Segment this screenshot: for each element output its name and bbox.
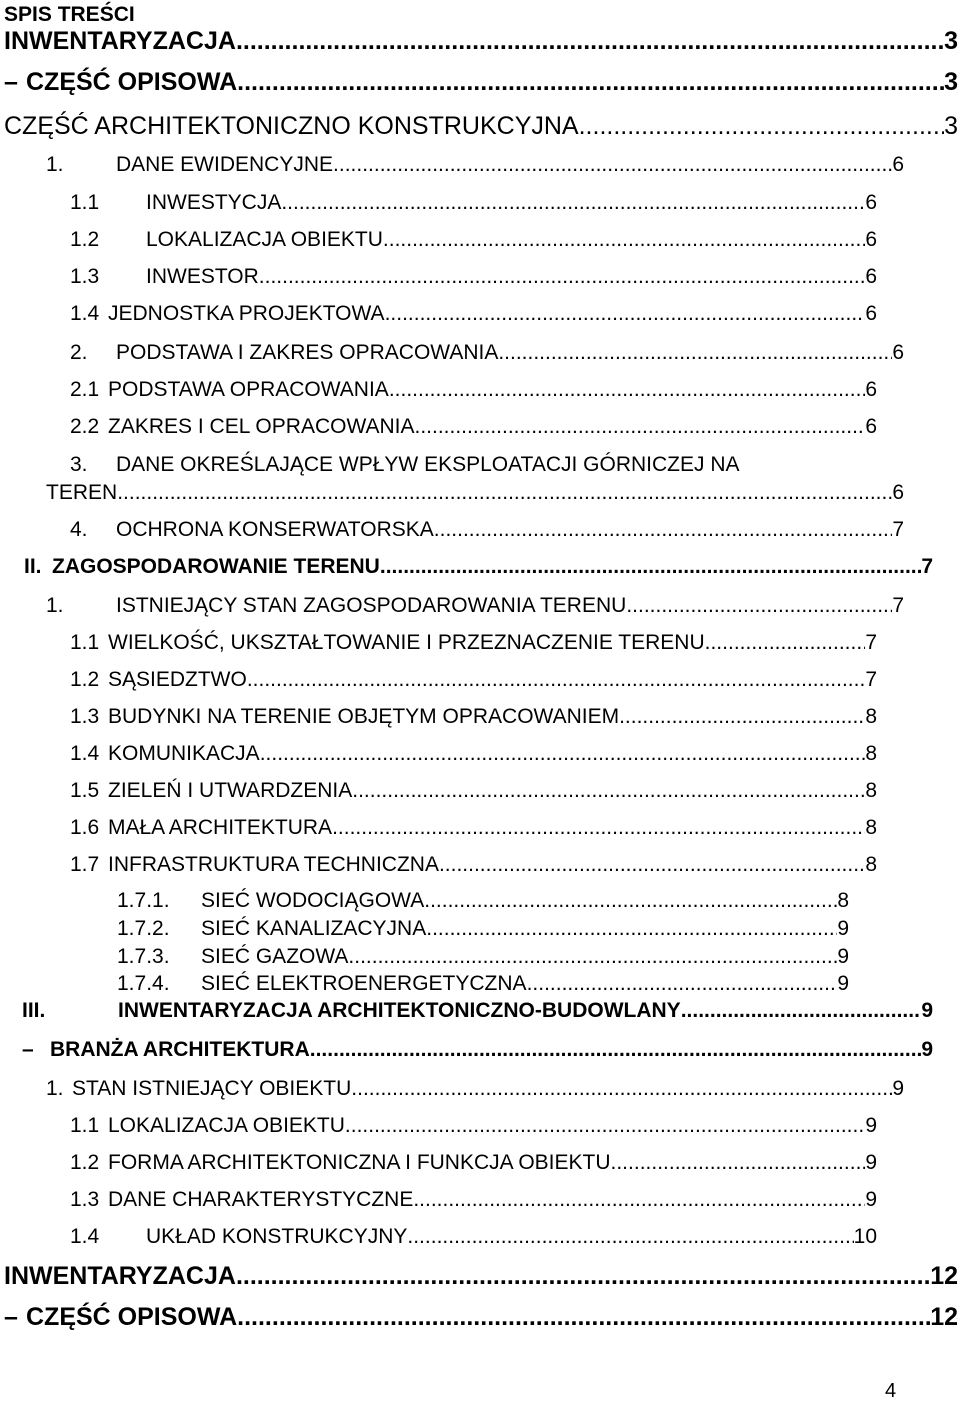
- toc-entry[interactable]: [22, 997, 933, 1025]
- toc-entry-page: 6: [865, 265, 877, 288]
- toc-entry-label: PODSTAWA I ZAKRES OPRACOWANIA: [116, 341, 499, 364]
- toc-entry[interactable]: [46, 592, 904, 620]
- toc-entry-label: OCHRONA KONSERWATORSKA: [116, 518, 434, 541]
- toc-entry-page: 7: [892, 594, 904, 617]
- toc-entry-label: STAN ISTNIEJĄCY OBIEKTU: [72, 1077, 352, 1100]
- toc-entry[interactable]: [70, 376, 877, 404]
- toc-entry-leader: [333, 151, 892, 179]
- toc-entry-number: 1.2: [70, 1151, 100, 1174]
- toc-entry[interactable]: [70, 666, 877, 694]
- toc-entry-page: 8: [837, 889, 849, 912]
- toc-entry[interactable]: [4, 68, 958, 96]
- toc-entry[interactable]: [70, 629, 877, 657]
- toc-entry-leader: [681, 997, 922, 1025]
- toc-entry-label: INWESTYCJA: [146, 191, 282, 214]
- toc-entry[interactable]: [70, 1112, 877, 1140]
- toc-entry[interactable]: [70, 263, 877, 291]
- toc-entry[interactable]: [117, 943, 849, 971]
- toc-entry[interactable]: [70, 226, 877, 254]
- toc-entry-leader: [260, 740, 866, 768]
- toc-entry[interactable]: [70, 777, 877, 805]
- toc-entry-page: 6: [892, 153, 904, 176]
- toc-entry-number: II.: [24, 555, 42, 578]
- toc-entry-label: DANE EWIDENCYJNE: [116, 153, 334, 176]
- toc-entry-number: 1.1: [70, 191, 100, 214]
- toc-entry[interactable]: [4, 1303, 958, 1331]
- toc-entry-label: FORMA ARCHITEKTONICZNA I FUNKCJA OBIEKTU: [108, 1151, 611, 1174]
- toc-entry[interactable]: [70, 851, 877, 879]
- toc-entry-label: LOKALIZACJA OBIEKTU: [146, 228, 383, 251]
- toc-entry-leader: [236, 1262, 930, 1290]
- toc-entry-leader: [385, 300, 866, 328]
- toc-entry-page: 6: [865, 191, 877, 214]
- toc-entry-page: 7: [865, 631, 877, 654]
- toc-entry-page: 9: [865, 1188, 877, 1211]
- toc-entry-dash: –: [22, 1038, 34, 1061]
- toc-entry-number: 1.7.2.: [117, 917, 170, 940]
- toc-entry-number: 1.: [46, 1077, 64, 1100]
- toc-entry-number: 1.: [46, 594, 64, 617]
- toc-entry[interactable]: [70, 516, 904, 544]
- toc-entry-page: 9: [921, 1038, 933, 1061]
- toc-entry-leader: [237, 68, 944, 96]
- toc-entry-number: 1.1: [70, 631, 100, 654]
- toc-entry-leader: [434, 516, 893, 544]
- toc-entry-leader: [389, 376, 866, 404]
- toc-entry-label: SĄSIEDZTWO: [108, 668, 247, 691]
- toc-entry[interactable]: [70, 740, 877, 768]
- toc-entry-leader: [310, 1036, 922, 1064]
- toc-entry-label: CZĘŚĆ OPISOWA: [26, 1303, 238, 1331]
- toc-entry-number: 4.: [70, 518, 88, 541]
- toc-entry-page: 8: [865, 816, 877, 839]
- toc-entry-leader: [424, 887, 837, 915]
- toc-entry[interactable]: [46, 479, 904, 507]
- toc-entry-label: INWESTOR: [146, 265, 259, 288]
- toc-entry-number: 1.4: [70, 302, 100, 325]
- toc-entry-leader: [415, 413, 866, 441]
- toc-entry-number: 1.7.4.: [117, 972, 170, 995]
- toc-entry-page: 3: [944, 68, 958, 96]
- toc-entry-label: BUDYNKI NA TERENIE OBJĘTYM OPRACOWANIEM: [108, 705, 620, 728]
- toc-entry-leader: [611, 1149, 866, 1177]
- toc-entry-label: INFRASTRUKTURA TECHNICZNA: [108, 853, 439, 876]
- toc-entry[interactable]: [70, 413, 877, 441]
- toc-entry-page: 12: [930, 1262, 958, 1290]
- toc-entry-leader: [619, 703, 865, 731]
- toc-entry[interactable]: [70, 339, 904, 367]
- toc-entry[interactable]: [70, 814, 877, 842]
- toc-entry[interactable]: [70, 703, 877, 731]
- toc-entry-page: 6: [892, 481, 904, 504]
- toc-entry-leader: [348, 943, 837, 971]
- toc-entry[interactable]: [117, 970, 849, 998]
- toc-entry-leader: [259, 263, 866, 291]
- toc-entry-page: 10: [853, 1225, 877, 1248]
- toc-entry[interactable]: [4, 27, 958, 55]
- toc-entry-page: 6: [865, 302, 877, 325]
- toc-entry-leader: [498, 339, 892, 367]
- toc-entry-leader: [407, 1223, 853, 1251]
- toc-entry-number: 1.7: [70, 853, 100, 876]
- toc-entry-page: 3: [944, 27, 958, 55]
- toc-entry-label: SIEĆ KANALIZACYJNA: [201, 917, 427, 940]
- toc-entry-number: 1.3: [70, 705, 100, 728]
- toc-entry-leader: [247, 666, 865, 694]
- toc-entry-leader: [527, 970, 838, 998]
- toc-entry-label: PODSTAWA OPRACOWANIA: [108, 378, 389, 401]
- toc-entry-label: ISTNIEJĄCY STAN ZAGOSPODAROWANIA TERENU: [116, 594, 627, 617]
- toc-entry-label: SIEĆ GAZOWA: [201, 945, 349, 968]
- toc-entry-page: 8: [865, 705, 877, 728]
- toc-entry[interactable]: [70, 1223, 877, 1251]
- toc-entry-dash: –: [4, 68, 18, 96]
- toc-entry-label: LOKALIZACJA OBIEKTU: [108, 1114, 345, 1137]
- toc-entry-leader: [380, 553, 921, 581]
- toc-entry-leader: [439, 851, 865, 879]
- toc-entry-label: WIELKOŚĆ, UKSZTAŁTOWANIE I PRZEZNACZENIE TERENU: [108, 631, 705, 654]
- toc-entry-page: 3: [944, 112, 958, 140]
- toc-entry-number: 1.6: [70, 816, 100, 839]
- toc-entry-leader: [351, 1075, 892, 1103]
- toc-entry-number: 3.: [70, 453, 88, 476]
- toc-entry[interactable]: [4, 112, 958, 140]
- toc-entry-page: 9: [837, 917, 849, 940]
- toc-entry[interactable]: [70, 300, 877, 328]
- toc-entry-leader: [236, 27, 944, 55]
- toc-entry[interactable]: [117, 915, 849, 943]
- toc-entry-label: INWENTARYZACJA ARCHITEKTONICZNO-BUDOWLANY: [118, 999, 681, 1022]
- toc-entry-label: SIEĆ WODOCIĄGOWA: [201, 889, 425, 912]
- toc-entry-label: DANE CHARAKTERYSTYCZNE: [108, 1188, 414, 1211]
- toc-entry-leader: [345, 1112, 865, 1140]
- toc-entry-leader: [237, 1303, 930, 1331]
- page-number: 4: [885, 1380, 897, 1402]
- toc-entry-number: 2.: [70, 341, 88, 364]
- toc-entry-number: 1.3: [70, 1188, 100, 1211]
- toc-entry-number: 2.2: [70, 415, 100, 438]
- toc-entry-number: 1.2: [70, 668, 100, 691]
- toc-entry-page: 9: [837, 945, 849, 968]
- toc-entry-leader: [332, 814, 865, 842]
- toc-entry-label: MAŁA ARCHITEKTURA: [108, 816, 333, 839]
- toc-entry[interactable]: [117, 887, 849, 915]
- toc-entry-label: INWENTARYZACJA: [4, 1262, 236, 1290]
- toc-entry-page: 8: [865, 742, 877, 765]
- toc-entry-leader: [579, 112, 944, 140]
- toc-entry-number: 1.3: [70, 265, 100, 288]
- toc-entry-leader: [705, 629, 866, 657]
- toc-entry-label: KOMUNIKACJA: [108, 742, 260, 765]
- toc-entry-number: 1.4: [70, 1225, 100, 1248]
- toc-entry-page: 7: [865, 668, 877, 691]
- toc-entry-page: 9: [865, 1151, 877, 1174]
- toc-entry-page: 7: [921, 555, 933, 578]
- toc-entry-label: ZAKRES I CEL OPRACOWANIA: [108, 415, 415, 438]
- toc-entry-leader: [426, 915, 837, 943]
- toc-entry[interactable]: [70, 451, 904, 479]
- toc-entry-page: 7: [892, 518, 904, 541]
- toc-entry-dash: –: [4, 1303, 18, 1331]
- toc-entry[interactable]: [70, 189, 877, 217]
- toc-entry-label: INWENTARYZACJA: [4, 27, 236, 55]
- toc-entry-number: 1.5: [70, 779, 100, 802]
- toc-entry-number: 1.4: [70, 742, 100, 765]
- toc-title: SPIS TREŚCI: [4, 3, 135, 26]
- toc-entry-page: 6: [865, 378, 877, 401]
- toc-entry-page: 6: [865, 228, 877, 251]
- toc-entry-number: 1.7.1.: [117, 889, 170, 912]
- toc-entry-leader: [626, 592, 892, 620]
- toc-entry-number: 1.1: [70, 1114, 100, 1137]
- toc-entry-number: III.: [22, 999, 46, 1022]
- toc-entry-number: 1.: [46, 153, 64, 176]
- toc-entry-leader: [117, 479, 892, 507]
- toc-entry-label: UKŁAD KONSTRUKCYJNY: [146, 1225, 408, 1248]
- toc-entry-page: 9: [921, 999, 933, 1022]
- toc-entry-page: 8: [865, 853, 877, 876]
- toc-entry-leader: [281, 189, 865, 217]
- toc-entry-label: CZĘŚĆ OPISOWA: [26, 68, 238, 96]
- toc-entry-label: TEREN: [46, 481, 118, 504]
- toc-entry-label: ZAGOSPODAROWANIE TERENU: [52, 555, 380, 578]
- toc-entry-number: 1.7.3.: [117, 945, 170, 968]
- toc-entry-page: 8: [865, 779, 877, 802]
- toc-entry-page: 12: [930, 1303, 958, 1331]
- toc-entry-page: 9: [892, 1077, 904, 1100]
- toc-entry[interactable]: [4, 1262, 958, 1290]
- toc-entry-leader: [383, 226, 865, 254]
- toc-entry[interactable]: [46, 151, 904, 179]
- toc-entry[interactable]: [22, 1036, 933, 1064]
- toc-entry-label: SIEĆ ELEKTROENERGETYCZNA: [201, 972, 527, 995]
- toc-entry-label: DANE OKREŚLAJĄCE WPŁYW EKSPLOATACJI GÓRNICZEJ NA: [116, 453, 740, 476]
- toc-entry-number: 1.2: [70, 228, 100, 251]
- toc-entry-page: 9: [837, 972, 849, 995]
- toc-entry-number: 2.1: [70, 378, 100, 401]
- toc-entry[interactable]: [46, 1075, 904, 1103]
- toc-entry[interactable]: [24, 553, 933, 581]
- toc-entry-label: BRANŻA ARCHITEKTURA: [50, 1038, 310, 1061]
- toc-entry-leader: [413, 1186, 865, 1214]
- toc-entry-page: 9: [865, 1114, 877, 1137]
- toc-entry-label: CZĘŚĆ ARCHITEKTONICZNO KONSTRUKCYJNA: [4, 112, 579, 140]
- toc-entry-page: 6: [865, 415, 877, 438]
- toc-entry[interactable]: [70, 1186, 877, 1214]
- toc-entry-label: JEDNOSTKA PROJEKTOWA: [108, 302, 385, 325]
- toc-entry-leader: [352, 777, 865, 805]
- toc-entry-label: ZIELEŃ I UTWARDZENIA: [108, 779, 353, 802]
- toc-entry[interactable]: [70, 1149, 877, 1177]
- toc-entry-page: 6: [892, 341, 904, 364]
